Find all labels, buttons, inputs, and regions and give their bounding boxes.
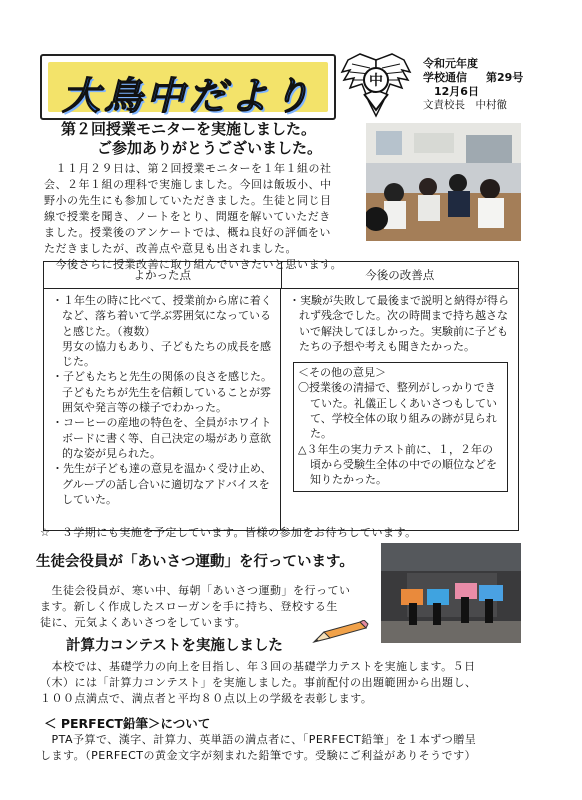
section3-line: （木）には「計算力コンテスト」を実施しました。事前配付の出題範囲から出題し、 [40,676,477,689]
section3-line: １００点満点で、満点者と平均８０点以上の学級を表彰します。 [40,692,373,705]
section2-line: 徒に、元気よくあいさつをしています。 [40,616,247,629]
issue-kind: 学校通信 [423,71,467,84]
school-emblem-icon [340,50,412,120]
improvements-column [281,289,518,530]
section4-title: ＜ PERFECT鉛筆＞について [44,716,211,731]
section1-line: 野小の先生にも参加していただきました。生徒と同じ目 [44,194,332,207]
other-opinions-title: ＜その他の意見＞ [298,366,386,380]
section1-line: 線で授業を聞き、ノートをとり、問題を解いていただき [44,210,331,223]
good-point-item: ・先生が子ども達の意見を温かく受け止め、グループの話し合いに適切なアドバイスをしていた。 [52,462,272,506]
svg-text:中: 中 [369,73,383,89]
masthead [40,54,336,120]
section2-line: 生徒会役員が、寒い中、毎朝「あいさつ運動」を行ってい [40,584,351,597]
feedback-table [43,261,519,531]
section3-line: 本校では、基礎学力の向上を目指し、年３回の基礎学力テストを実施します。５日 [40,660,476,673]
good-point-item: ・コーヒーの産地の特色を、全員がホワイトボードに書く等、自己決定の場があり意欲的な姿が見られた。 [52,416,272,460]
header-improvements: 今後の改善点 [365,268,435,282]
other-opinion-item: 〇授業後の清掃で、整列がしっかりできていた。礼儀正しくあいさつもしていて、学校全体の取り組みの跡が見られた。 [298,381,497,441]
section1-line: ました。授業後のアンケートでは、概ね良好の評価をい [44,226,331,239]
section3-title: 計算力コンテストを実施しました [66,638,283,654]
good-points-column [44,289,281,530]
other-opinion-item: △３年生の実力テスト前に、１，２年の頃から受験生全体の中での順位などを知りたかった。 [298,442,497,487]
section4-line: PTA予算で、漢字、計算力、英単語の満点者に、「PERFECT鉛筆」を１本ずつ贈呈 [40,733,477,746]
issue-author: 文責校長 中村徹 [423,99,507,111]
greeting-campaign-photo [381,543,521,643]
table-body-row [44,289,518,530]
good-point-item: 男女の協力もあり、子どもたちの成長を感じた。 [62,339,271,369]
section1-title-line1: 第２回授業モニターを実施しました。 [61,120,317,138]
section1-line: １１月２９日は、第２回授業モニターを１年１組の社 [44,162,332,175]
good-point-item: ・１年生の時に比べて、授業前から席に着くなど、落ち着いて学ぶ雰囲気になっていると感じた。（複数） [52,294,272,338]
good-point-item: ・子どもたちと先生の関係の良さを感じた。子どもたちが先生を信頼していることが雰囲気や発言等の様子でわかった。 [52,370,272,415]
section1-line: 会、２年１組の理科で実施しました。今回は飯坂小、中 [44,178,332,191]
issue-number: 第29号 [486,71,524,84]
improvement-item: ・実験が失敗して最後まで説明と納得が得られず残念でした。次の時間まで持ち越さないで解決してほしかった。実験前に子どもたちの予想や考えも聞きたかった。 [289,294,509,353]
section1-title-line2: ご参加ありがとうございました。 [97,139,323,157]
newsletter-title: 大鳥中だより [62,73,315,118]
issue-date: 12月6日 [434,85,479,98]
issue-year: 令和元年度 [423,57,478,70]
next-term-note: ☆ ３学期にも実施を予定しています。皆様の参加をお待ちしています。 [40,526,417,539]
section2-line: ます。新しく作成したスローガンを手に持ち、登校する生 [40,600,338,613]
pencil-icon [310,620,370,650]
section2-title: 生徒会役員が「あいさつ運動」を行っています。 [36,554,354,570]
section3-paragraph [40,659,560,707]
section1-line: ただきましたが、改善点や意見も出されました。 [44,242,297,255]
header-good-points: よかった点 [44,262,282,288]
masthead-background [48,62,328,118]
other-opinions-box [293,362,508,491]
section1-paragraph [44,161,362,273]
section4-paragraph [40,732,570,764]
classroom-photo [366,123,521,241]
section4-line: します。（PERFECTの黄金文字が刻まれた鉛筆です。受験にご利益がありそうです） [40,749,477,762]
table-header-row [44,262,518,289]
section1-line: 今後さらに授業改善に取り組んでいきたいと思います。 [44,258,343,271]
